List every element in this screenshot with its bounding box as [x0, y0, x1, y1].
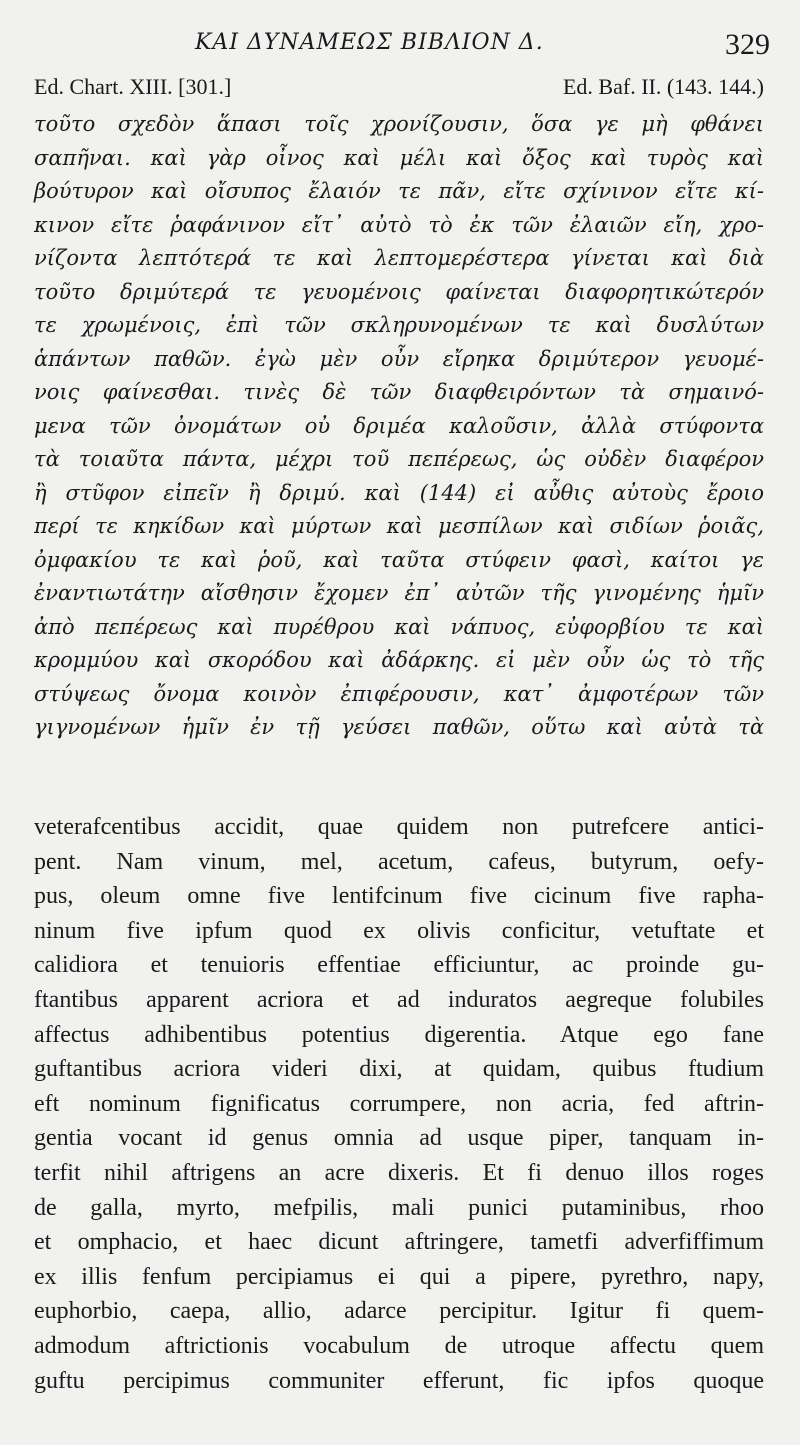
- greek-line: τοῦτο δριμύτερά τε γευομένοις φαίνεται διαφορητικώτερόν: [34, 279, 764, 304]
- greek-line: νοις φαίνεσθαι. τινὲς δὲ τῶν διαφθειρόντων τὰ σημαινό-: [34, 380, 764, 404]
- greek-line: ἀπὸ πεπέρεως καὶ πυρέθρου καὶ νάπυος, εὐφορβίου τε καὶ: [34, 614, 764, 639]
- latin-line: guftu percipimus communiter efferunt, fic ipfos quoque: [34, 1367, 764, 1394]
- greek-line: κρομμύου καὶ σκορόδου καὶ ἀδάρκης. εἰ μὲν οὖν ὡς τὸ τῆς: [34, 648, 764, 672]
- greek-line: περί τε κηκίδων καὶ μύρτων καὶ μεσπίλων καὶ σιδίων ῥοιᾶς,: [34, 514, 764, 538]
- latin-line: guftantibus acriora videri dixi, at quidam, quibus ftudium: [34, 1056, 764, 1083]
- latin-line: pus, oleum omne five lentifcinum five cicinum five rapha-: [34, 883, 764, 910]
- latin-line: gentia vocant id genus omnia ad usque piper, tanquam in-: [34, 1125, 764, 1152]
- greek-text-block: [34, 108, 764, 745]
- running-title: ΚΑΙ ΔΥΝΑΜΕΩΣ ΒΙΒΛΙΟΝ Δ.: [195, 30, 544, 55]
- edition-chartier: Ed. Chart. XIII. [301.]: [34, 74, 232, 99]
- latin-line: de galla, myrto, mefpilis, mali punici putaminibus, rhoo: [34, 1194, 764, 1221]
- greek-line: τε χρωμένοις, ἐπὶ τῶν σκληρυνομένων τε καὶ δυσλύτων: [34, 313, 764, 337]
- greek-line: κινον εἴτε ῥαφάνινον εἴτ᾽ αὐτὸ τὸ ἐκ τῶν ἐλαιῶν εἴη, χρο-: [34, 212, 764, 237]
- greek-line: ἢ στῦφον εἰπεῖν ἢ δριμύ. καὶ (144) εἰ αὖθις αὐτοὺς ἔροιο: [34, 480, 764, 505]
- greek-line: νίζοντα λεπτότερά τε καὶ λεπτομερέστερα γίνεται καὶ διὰ: [34, 246, 764, 270]
- latin-line: veterafcentibus accidit, quae quidem non putrefcere antici-: [34, 814, 764, 840]
- greek-line: στύψεως ὄνομα κοινὸν ἐπιφέρουσιν, κατ᾽ ἀμφοτέρων τῶν: [34, 681, 764, 706]
- latin-line: ex illis fenfum percipiamus ei qui a pipere, pyrethro, napy,: [34, 1263, 764, 1290]
- latin-line: et omphacio, et haec dicunt aftringere, tametfi adverfiffimum: [34, 1229, 764, 1256]
- latin-line: calidiora et tenuioris effentiae efficiuntur, ac proinde gu-: [34, 952, 764, 979]
- edition-reference-line: [34, 74, 764, 104]
- latin-line: terfit nihil aftrigens an acre dixeris. Et fi denuo illos roges: [34, 1159, 764, 1186]
- greek-line: μενα τῶν ὀνομάτων οὐ δριμέα καλοῦσιν, ἀλλὰ στύφοντα: [34, 413, 764, 438]
- latin-line: affectus adhibentibus potentius digerentia. Atque ego fane: [34, 1021, 764, 1048]
- greek-line: σαπῆναι. καὶ γὰρ οἶνος καὶ μέλι καὶ ὄξος καὶ τυρὸς καὶ: [34, 145, 764, 170]
- latin-line: eft nominum fignificatus corrumpere, non acria, fed aftrin-: [34, 1090, 764, 1117]
- latin-line: ninum five ipfum quod ex olivis conficitur, vetuftate et: [34, 917, 764, 944]
- latin-line: admodum aftrictionis vocabulum de utroque affectu quem: [34, 1332, 764, 1359]
- edition-basel: Ed. Baf. II. (143. 144.): [562, 74, 764, 99]
- latin-line: ftantibus apparent acriora et ad induratos aegreque folubiles: [34, 986, 764, 1013]
- greek-line: ἐναντιωτάτην αἴσθησιν ἔχομεν ἐπ᾽ αὐτῶν τῆς γινομένης ἡμῖν: [34, 581, 764, 605]
- running-head: [0, 26, 800, 66]
- latin-line: pent. Nam vinum, mel, acetum, cafeus, butyrum, oefy-: [34, 848, 764, 875]
- greek-line: βούτυρον καὶ οἴσυπος ἔλαιόν τε πᾶν, εἴτε σχίνινον εἴτε κί-: [34, 179, 764, 203]
- page-number: 329: [725, 28, 770, 61]
- latin-text-block: [34, 810, 764, 1398]
- greek-line: τοῦτο σχεδὸν ἅπασι τοῖς χρονίζουσιν, ὅσα γε μὴ φθάνει: [34, 112, 764, 136]
- greek-line: γιγνομένων ἡμῖν ἐν τῇ γεύσει παθῶν, οὕτω καὶ αὐτὰ τὰ: [34, 715, 764, 739]
- greek-line: ἁπάντων παθῶν. ἐγὼ μὲν οὖν εἴρηκα δριμύτερον γευομέ-: [34, 346, 764, 371]
- greek-line: τὰ τοιαῦτα πάντα, μέχρι τοῦ πεπέρεως, ὡς οὐδὲν διαφέρον: [34, 447, 764, 471]
- latin-line: euphorbio, caepa, allio, adarce percipitur. Igitur fi quem-: [34, 1298, 764, 1325]
- greek-line: ὀμφακίου τε καὶ ῥοῦ, καὶ ταῦτα στύφειν φασὶ, καίτοι γε: [34, 547, 764, 572]
